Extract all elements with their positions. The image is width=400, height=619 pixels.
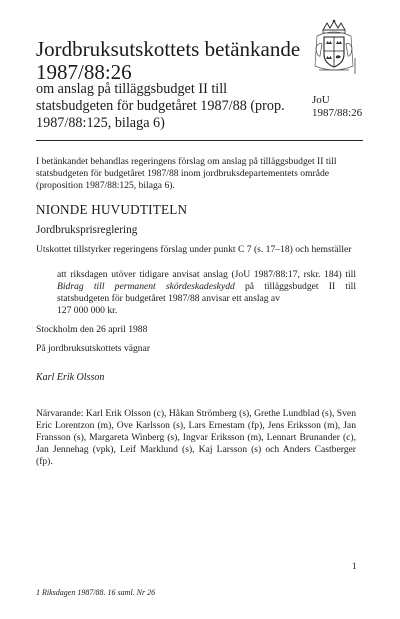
motion-paragraph xyxy=(57,269,356,317)
document-code: JoU 1987/88:26 xyxy=(312,94,363,119)
page-number: 1 xyxy=(352,561,357,571)
document-subtitle: om anslag på tilläggsbudget II till statsbudgeten för budgetåret 1987/88 (prop. 1987/88:125, bilaga 6) xyxy=(36,81,285,131)
motion-text-end: på tilläggsbudget II till statsbudgeten för budgetåret 1987/88 anvisar ett anslag av xyxy=(57,281,356,304)
behalf-line: På jordbruksutskottets vägnar xyxy=(36,343,151,354)
appropriation-amount: 127 000 000 kr. xyxy=(57,305,118,316)
header-divider xyxy=(36,140,363,141)
publication-footer: 1 Riksdagen 1987/88. 16 saml. Nr 26 xyxy=(36,588,156,597)
document-title: Jordbruksutskottets betänkande 1987/88:26 xyxy=(36,37,301,84)
committee-recommendation: Utskottet tillstyrker regeringens förslag under punkt C 7 (s. 17–18) och hemställer xyxy=(36,244,352,255)
subsection-heading: Jordbruksprisreglering xyxy=(36,224,138,236)
attendance-list: Närvarande: Karl Erik Olsson (c), Håkan Strömberg (s), Grethe Lundblad (s), Sven Eric Lorentzon (m), Ove Karlsson (s), Lars Ernestam (fp), Jens Eriksson (m), Jan Fransson (s), Margareta Winberg (s), Ingvar Eriksson (m), Lennart Brunander (c), Jan Jennehag (vpk), Leif Marklund (s), Kaj Larsson (s) och Anders Castberger (fp). xyxy=(36,408,356,467)
signature: Karl Erik Olsson xyxy=(36,372,105,383)
section-heading: NIONDE HUVUDTITELN xyxy=(36,202,188,217)
swedish-coat-of-arms-icon xyxy=(311,18,357,76)
motion-text-start: att riksdagen utöver tidigare anvisat anslag (JoU 1987/88:17, rskr. 184) till xyxy=(57,269,356,280)
appropriation-title: Bidrag till permanent skördeskadeskydd xyxy=(57,281,235,292)
summary-paragraph: I betänkandet behandlas regeringens förslag om anslag på tilläggsbudget II till statsbudgeten för budgetåret 1987/88 inom jordbruksdepartementets område (proposition 1987/88:125, bilaga 6). xyxy=(36,156,337,191)
date-line: Stockholm den 26 april 1988 xyxy=(36,324,148,335)
